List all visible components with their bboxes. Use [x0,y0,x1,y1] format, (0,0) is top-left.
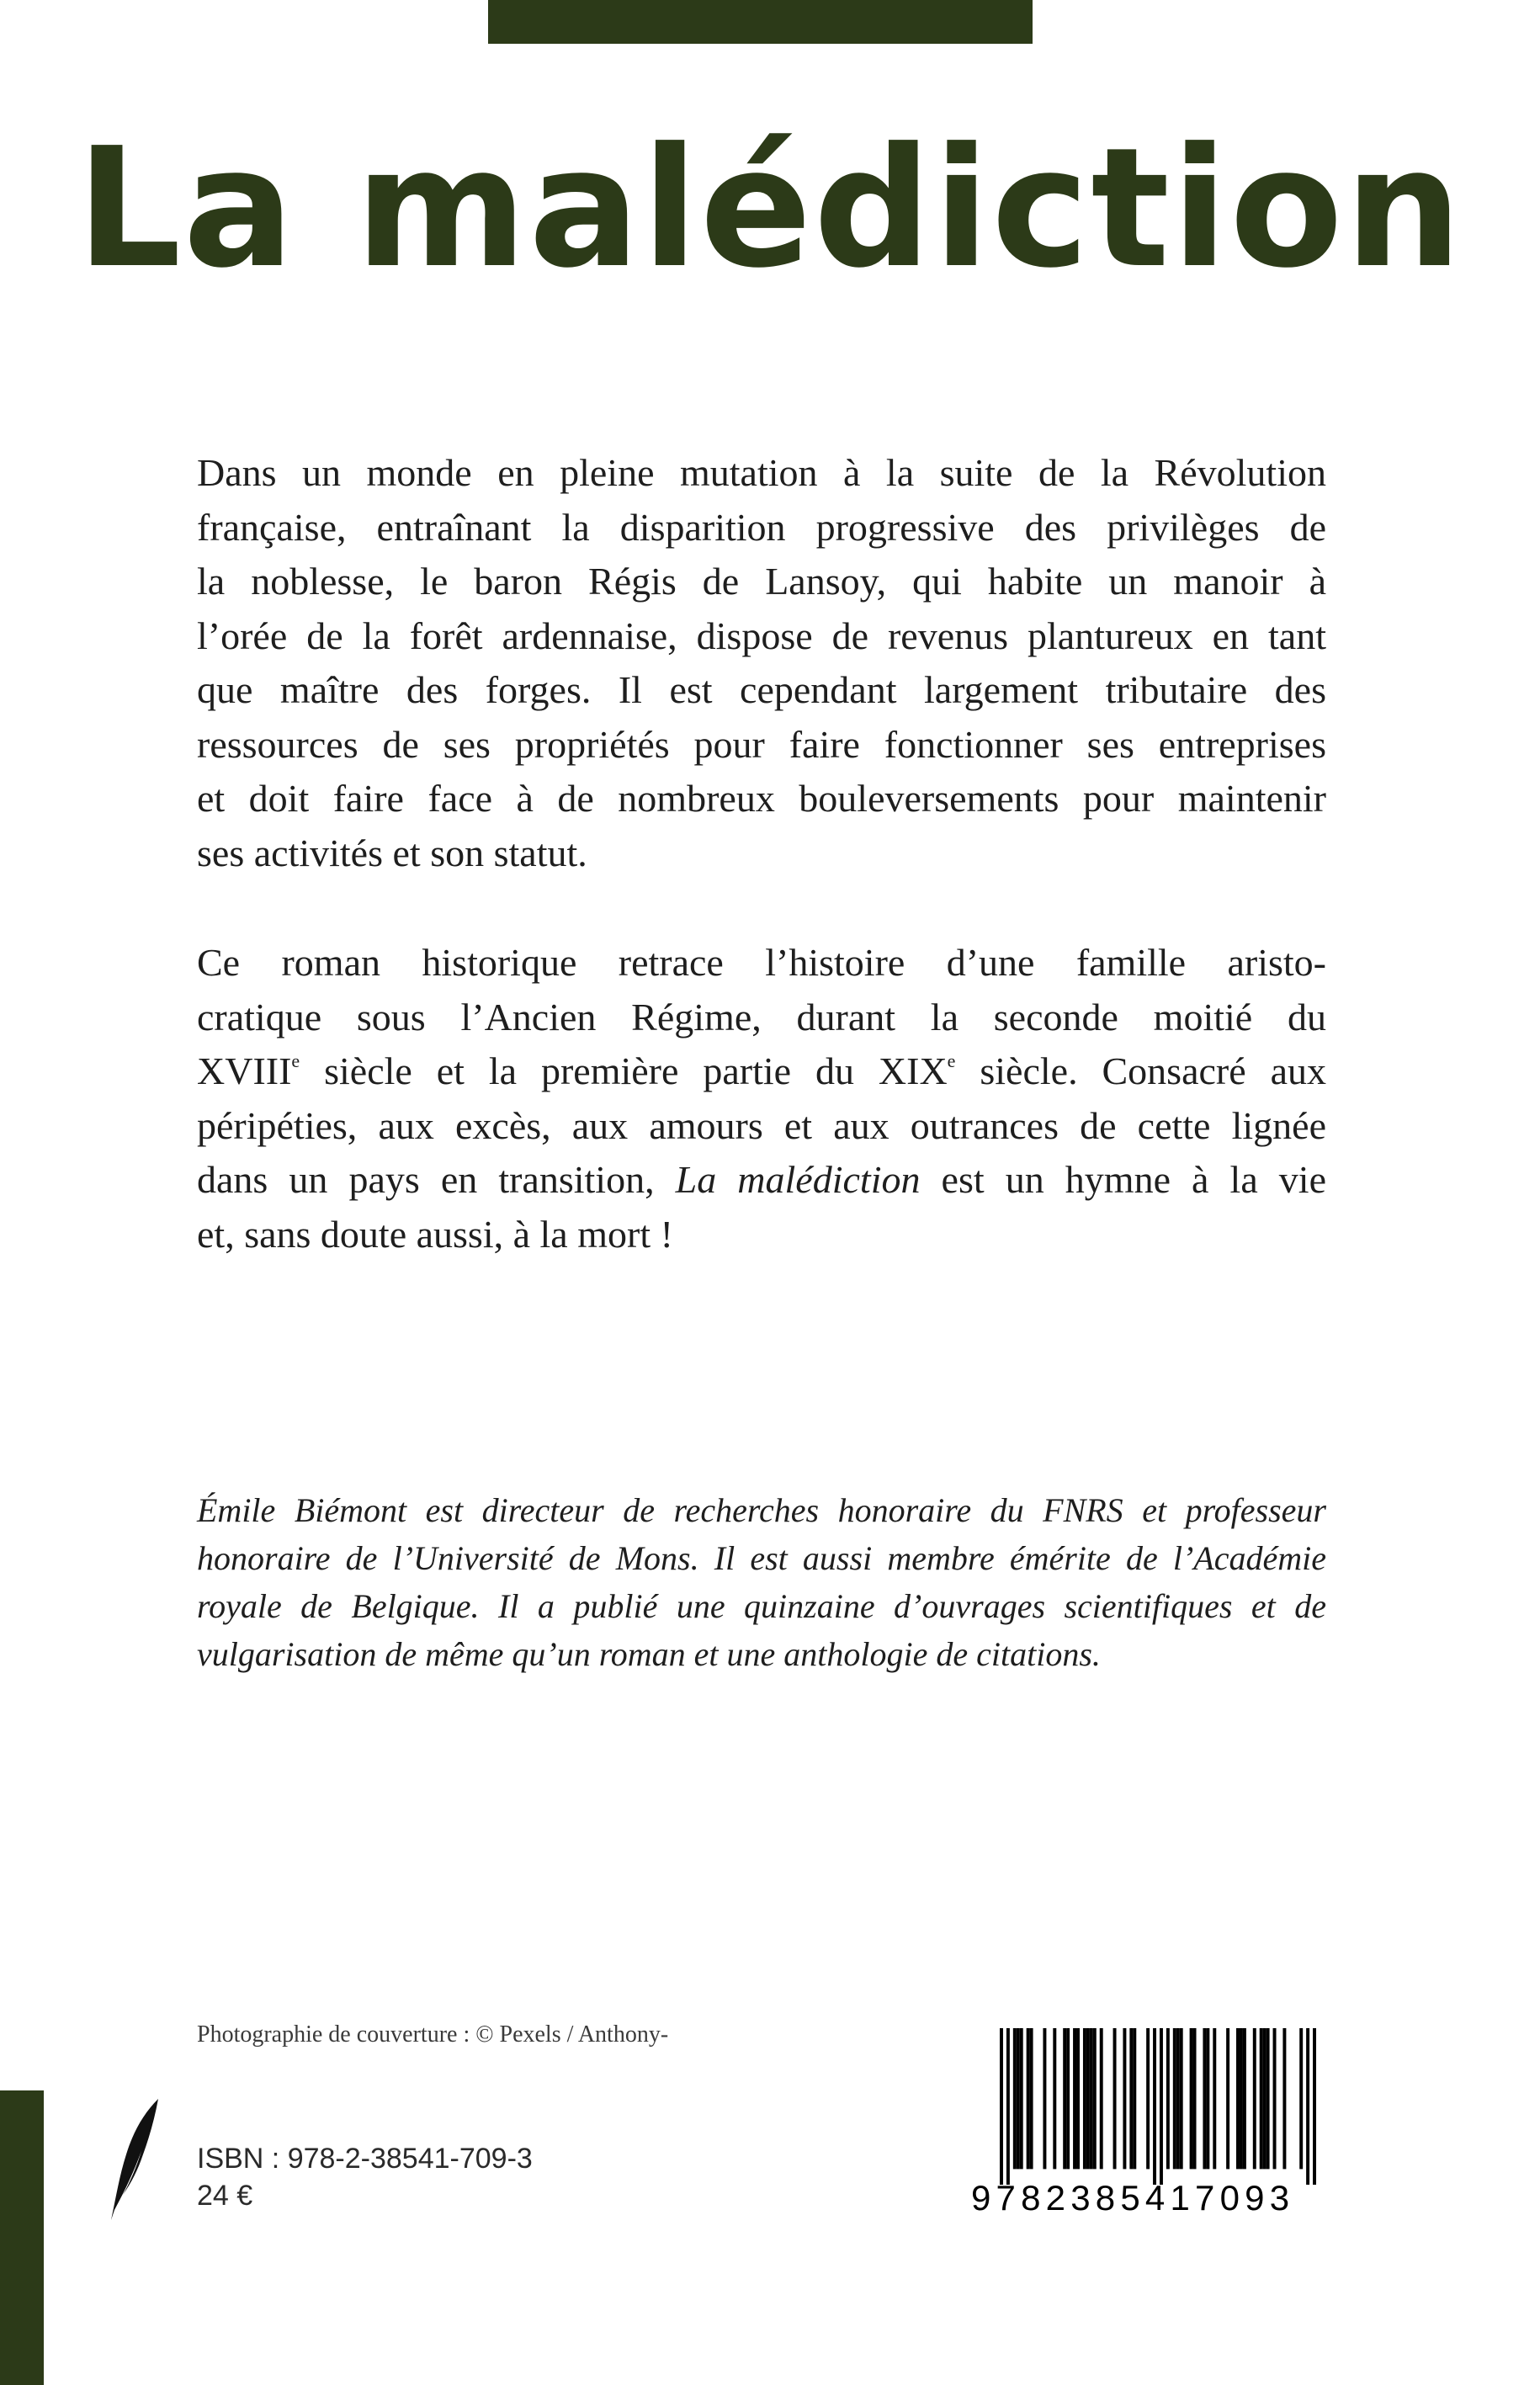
summary-line: et doit faire face à de nombreux bouleversements pour maintenir [197,777,1326,820]
summary-line: l’orée de la forêt ardennaise, dispose de revenus plantureux en tant [197,614,1326,657]
book-title: La malédiction [76,113,1464,305]
price: 24 € [197,2180,253,2212]
author-bio-line: vulgarisation de même qu’un roman et une anthologie de citations. [197,1635,1101,1673]
barcode-bar [1213,2028,1216,2169]
italic-book-title: La malédiction [675,1158,921,1201]
barcode-bar [1083,2028,1086,2169]
barcode-bar [1193,2028,1197,2169]
barcode-bar [1093,2028,1097,2169]
barcode-bar [1203,2028,1206,2169]
author-bio [197,1486,1326,1678]
summary-paragraph-2 [197,936,1326,1262]
barcode-bar [1076,2028,1080,2169]
barcode-bar [1306,2028,1309,2185]
barcode-bar [1190,2028,1193,2169]
barcode-bar [1160,2028,1163,2185]
barcode-bar [1066,2028,1070,2169]
top-color-bar [488,0,1033,44]
summary-line: ressources de ses propriétés pour faire fonctionner ses entreprises [197,722,1326,766]
barcode-bar [1299,2028,1303,2169]
barcode-bar [1313,2028,1316,2185]
barcode-bar [1086,2028,1090,2169]
barcode-bar [1100,2028,1103,2169]
barcode-bar [1063,2028,1066,2169]
barcode-bar [1273,2028,1277,2169]
barcode-bar [1013,2028,1017,2169]
summary-line: que maître des forges. Il est cependant largement tributaire des [197,668,1326,711]
barcode-bar [1043,2028,1046,2169]
barcode-bar [1180,2028,1183,2169]
barcode-bar [1176,2028,1180,2169]
barcode-bar [1030,2028,1033,2169]
barcode-bar [1073,2028,1076,2169]
photo-credit: Photographie de couverture : © Pexels / Anthony- [197,2021,669,2048]
barcode-bar [1129,2028,1133,2169]
summary-paragraph-1 [197,446,1326,880]
barcode-bar [1236,2028,1240,2169]
summary-line: française, entraînant la disparition progressive des privilèges de [197,505,1326,549]
barcode-bar [1020,2028,1023,2169]
barcode-bar [1090,2028,1093,2169]
barcode-bar [1153,2028,1156,2185]
feather-quill-icon [104,2096,163,2222]
superscript-e: e [291,1050,300,1071]
barcode-bar [1263,2028,1267,2169]
isbn: ISBN : 978-2-38541-709-3 [197,2143,533,2175]
barcode-bar [1226,2028,1229,2169]
summary-line: péripéties, aux excès, aux amours et aux outrances de cette lignée [197,1103,1326,1147]
barcode-bar [1267,2028,1270,2169]
summary-line-with-title [197,1153,1326,1208]
barcode-bar [1123,2028,1126,2169]
barcode-bar [1146,2028,1150,2169]
summary-line: la noblesse, le baron Régis de Lansoy, qui habite un manoir à [197,560,1326,603]
summary-text: siècle. Consacré aux [955,1049,1326,1092]
summary-line-centuries [197,1044,1326,1099]
summary-text: siècle et la première partie du XIX [300,1049,948,1092]
barcode-bar [1113,2028,1117,2169]
barcode-bar [1166,2028,1170,2169]
barcode-bar [1240,2028,1243,2169]
barcode-bar [1206,2028,1209,2169]
superscript-e: e [947,1050,956,1071]
barcode-bar [1253,2028,1256,2169]
author-bio-line: Émile Biémont est directeur de recherches honoraire du FNRS et professeur [197,1491,1326,1529]
side-color-bar [0,2090,44,2385]
summary-line: ses activités et son statut. [197,831,587,874]
author-bio-line: honoraire de l’Université de Mons. Il est aussi membre émérite de l’Académie [197,1539,1326,1577]
barcode-bar [1000,2028,1003,2185]
barcode-bar [1006,2028,1010,2185]
summary-line: et, sans doute aussi, à la mort ! [197,1212,673,1256]
barcode-bar [1133,2028,1136,2169]
barcode-bar [1027,2028,1030,2169]
summary-line: Ce roman historique retrace l’histoire d’une famille aristo- [197,941,1326,984]
summary-line: cratique sous l’Ancien Régime, durant la seconde moitié du [197,995,1326,1038]
barcode-bar [1243,2028,1246,2169]
summary-line: Dans un monde en pleine mutation à la suite de la Révolution [197,451,1326,494]
summary-text: est un hymne à la vie [920,1158,1326,1201]
century-roman-18: XVIII [197,1049,292,1092]
barcode [966,2021,1323,2218]
barcode-bar [1260,2028,1263,2169]
author-bio-line: royale de Belgique. Il a publié une quinzaine d’ouvrages scientifiques et de [197,1587,1326,1625]
barcode-bar [1173,2028,1176,2169]
barcode-digits: 9782385417093 [971,2178,1295,2218]
barcode-bars [1000,2028,1316,2185]
summary-text: dans un pays en transition, [197,1158,676,1201]
barcode-bar [1053,2028,1056,2169]
barcode-bar [1017,2028,1020,2169]
barcode-bar [1282,2028,1286,2169]
